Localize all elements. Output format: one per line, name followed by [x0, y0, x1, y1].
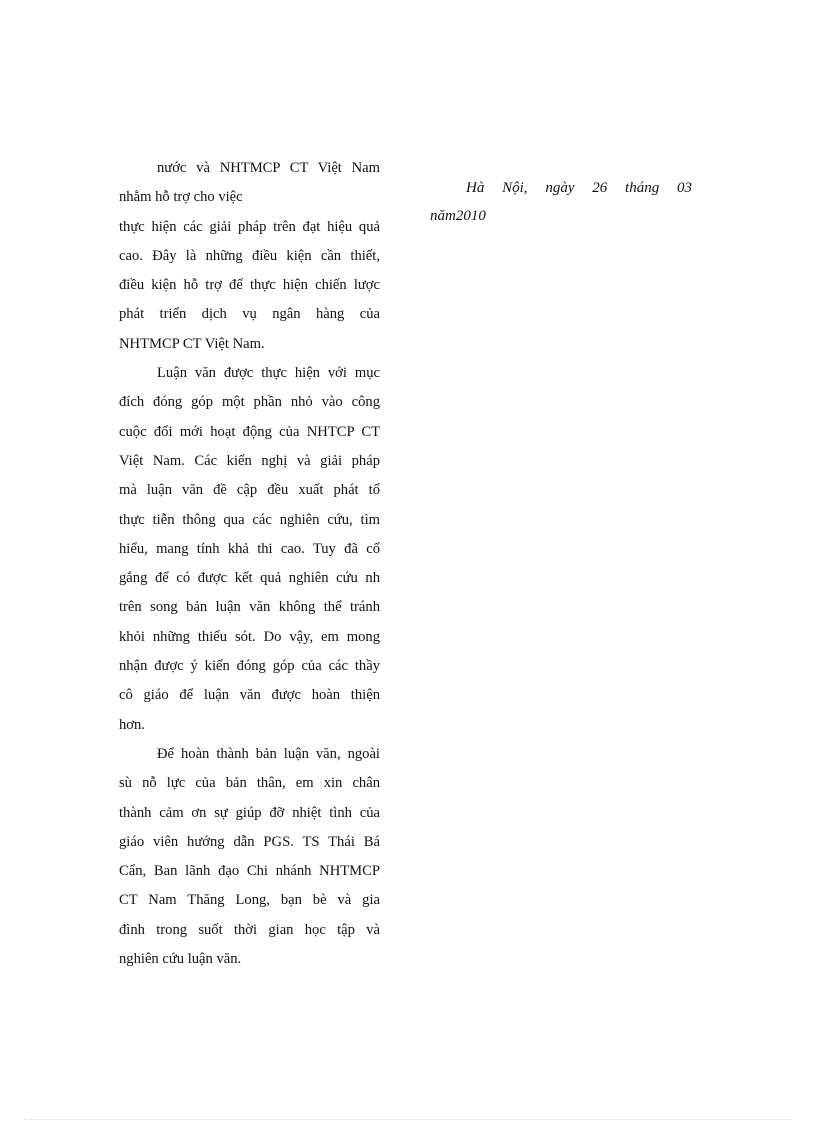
text-line: cô giáo để luận văn được hoàn thiện: [119, 687, 380, 704]
text-line: thực hiện các giải pháp trên đạt hiệu quả: [119, 218, 380, 235]
text-line: sù nỗ lực của bản thân, em xin chân: [119, 775, 380, 792]
text-line: cuộc đổi mới hoạt động của NHTCP CT: [119, 423, 380, 440]
text-line: khỏi những thiếu sót. Do vậy, em mong: [119, 628, 380, 645]
text-line: nước và NHTMCP CT Việt Nam: [157, 160, 380, 176]
text-line: điều kiện hỗ trợ để thực hiện chiến lược: [119, 277, 380, 294]
text-line: giáo viên hướng dẫn PGS. TS Thái Bá: [119, 833, 380, 850]
body-text-column: [119, 154, 380, 974]
text-line: Cẩn, Ban lãnh đạo Chi nhánh NHTMCP: [119, 863, 380, 880]
text-line: gắng để có được kết quả nghiên cứu nh: [119, 570, 380, 587]
text-line: nhận được ý kiến đóng góp của các thầy: [119, 658, 380, 675]
text-line: phát triển dịch vụ ngân hàng của: [119, 306, 380, 323]
page-bottom-divider: [24, 1119, 792, 1120]
year-line: năm2010: [430, 208, 486, 224]
text-line: hiểu, mang tính khả thi cao. Tuy đã cố: [119, 540, 380, 557]
text-line: nhằm hỗ trợ cho việc: [119, 189, 243, 206]
text-line: mà luận văn đề cập đều xuất phát tố: [119, 482, 380, 499]
text-line: Luận văn được thực hiện với mục: [157, 365, 380, 382]
text-line: trên song bản luận văn không thể tránh: [119, 599, 380, 616]
text-line: hơn.: [119, 716, 145, 733]
text-line: NHTMCP CT Việt Nam.: [119, 335, 265, 352]
text-line: thực tiễn thông qua các nghiên cứu, tìm: [119, 511, 380, 528]
text-line: CT Nam Thăng Long, bạn bè và gia: [119, 892, 380, 909]
date-block: [430, 174, 692, 230]
text-line: cao. Đây là những điều kiện cần thiết,: [119, 247, 380, 264]
text-line: thành cảm ơn sự giúp đỡ nhiệt tình của: [119, 804, 380, 821]
text-line: nghiên cứu luận văn.: [119, 951, 242, 968]
text-line: đích đóng góp một phần nhỏ vào công: [119, 394, 380, 411]
text-line: Để hoàn thành bản luận văn, ngoài: [157, 745, 380, 762]
date-line: Hà Nội, ngày 26 tháng 03: [466, 180, 692, 196]
text-line: đình trong suốt thời gian học tập và: [119, 921, 380, 938]
text-line: Việt Nam. Các kiến nghị và giải pháp: [119, 452, 380, 469]
